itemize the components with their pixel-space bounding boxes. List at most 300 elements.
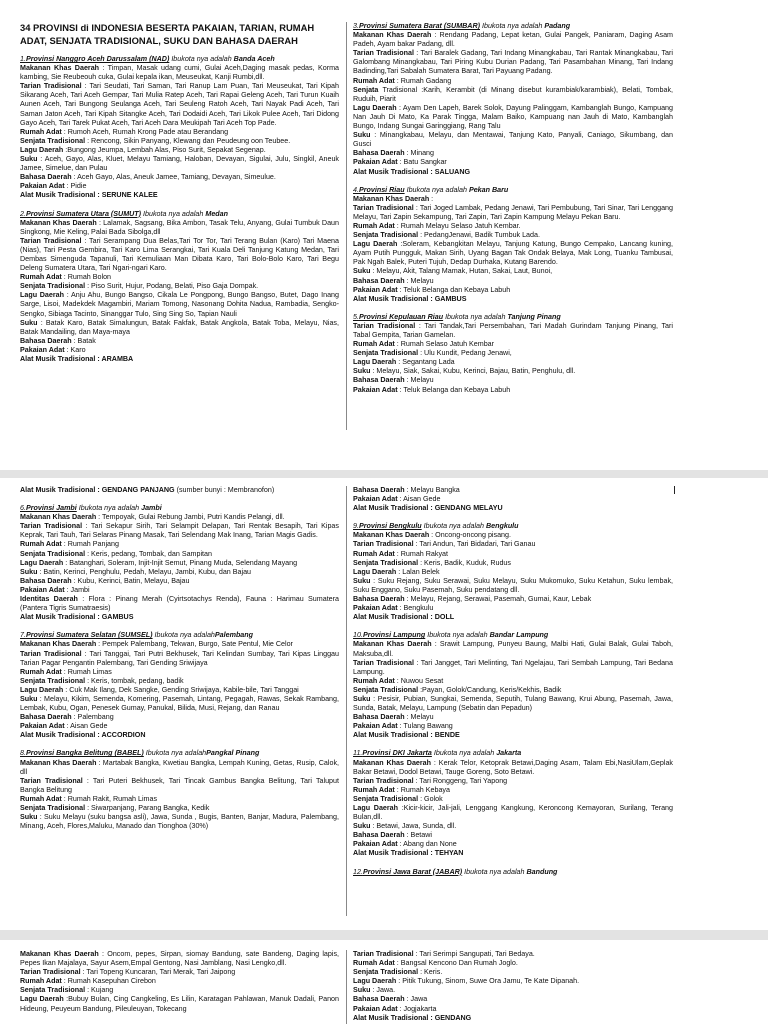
province-name: Provinsi Jambi	[25, 504, 77, 513]
field-label: Lagu Daerah	[353, 103, 397, 112]
field-value: : Suku Melayu (suku bangsa asli), Jawa, Sunda , Bugis, Banten, Banjar, Madura, Palembang, Minang, Aceh, Flores,Maluku, Manado dan Tionghoa (30%)	[20, 813, 339, 831]
field-value: : Srawit Lampung, Punyeu Baung, Malbi Hati, Gulai Balak, Gulai Taboh, Maksuba,dll.	[353, 640, 673, 658]
field-value: :Payan, Golok/Candung, Keris/Kekhis, Badik	[418, 685, 562, 694]
field-line	[353, 550, 673, 559]
field-value: : Teluk Belanga dan Kebaya Labuh	[397, 385, 511, 394]
field-value: : Rumah Limas	[61, 667, 112, 676]
field-label: Lagu Daerah	[353, 240, 398, 249]
field-label: Pakaian Adat	[353, 158, 398, 167]
field-line	[353, 168, 673, 177]
field-label: Makanan Khas Daerah	[20, 218, 97, 227]
field-value: : Martabak Bangka, Kwetiau Bangka, Lempah Kuning, Getas, Rusip, Calok, dll	[20, 758, 339, 776]
field-label: Lagu Daerah	[20, 291, 64, 300]
field-value: : Rumah Selaso Jatuh Kembar	[394, 340, 495, 349]
field-label: Tarian Tradisional	[20, 968, 81, 977]
field-line	[353, 559, 673, 568]
field-label: Makanan Khas Daerah	[20, 640, 97, 649]
field-line	[20, 995, 339, 1013]
field-line	[353, 577, 673, 595]
field-line	[353, 540, 673, 549]
field-line	[353, 358, 673, 367]
capital-name: Pangkal Pinang	[206, 749, 260, 758]
field-value: : Flora : Pinang Merah (Cyirtsotachys Renda), Fauna : Harimau Sumatera (Pantera Tigris Sumatraesis)	[20, 595, 339, 613]
field-label: Rumah Adat	[353, 76, 395, 85]
field-label: Senjata Tradisional	[353, 968, 419, 977]
field-line	[353, 686, 673, 695]
field-value: : Pitik Tukung, Sinom, Suwe Ora Jamu, Te Kate Dipanah.	[396, 977, 580, 986]
field-line	[20, 319, 339, 337]
field-label: Makanan Khas Daerah	[353, 31, 432, 40]
field-label: Makanan Khas Daerah	[20, 64, 100, 73]
field-line	[20, 191, 339, 200]
field-label: Tarian Tradisional	[20, 649, 82, 658]
province-name: Provinsi Sumatera Utara (SUMUT)	[25, 209, 142, 218]
field-line	[353, 222, 673, 231]
field-label: Bahasa Daerah	[20, 713, 72, 722]
field-label: Suku	[20, 318, 38, 327]
field-line	[20, 986, 339, 995]
field-line	[20, 813, 339, 831]
field-label: Pakaian Adat	[353, 840, 398, 849]
field-line	[353, 367, 673, 376]
province-heading	[353, 186, 673, 195]
field-line	[353, 322, 673, 340]
field-line	[20, 977, 339, 986]
province-section	[353, 522, 673, 622]
field-line	[353, 49, 673, 76]
field-line	[20, 668, 339, 677]
field-line	[353, 759, 673, 777]
field-value: : Golok	[418, 794, 443, 803]
field-value: :Bubuy Bulan, Cing Cangkeling, Es Lilin, Karatagan Pahlawan, Manuk Dadali, Panon Hideung, Peuyeum Bandung, Pileuleuyan, Tokecang	[20, 995, 339, 1013]
field-line	[20, 82, 339, 127]
field-line	[353, 731, 673, 740]
field-label: Lagu Daerah	[353, 358, 397, 367]
field-line	[20, 722, 339, 731]
field-value: : Kubu, Kerinci, Batin, Melayu, Bajau	[71, 576, 190, 585]
province-section	[353, 22, 673, 177]
field-label: Bahasa Daerah	[353, 276, 405, 285]
field-value: : Rumah Panjang	[61, 540, 119, 549]
field-value: (sumber bunyi : Membranofon)	[174, 486, 275, 494]
province-section	[353, 749, 673, 858]
field-line	[353, 804, 673, 822]
province-heading	[353, 749, 673, 758]
field-value: : Tari Tandak,Tari Persembahan, Tari Madah Gurindam Tanjung Pinang, Tari Tabal Gempita, Tarian Gamelan.	[353, 321, 673, 339]
field-value: :	[429, 194, 434, 203]
field-line	[20, 346, 339, 355]
field-value: : Melayu, Akit, Talang Mamak, Hutan, Sakai, Laut, Bunoi,	[370, 267, 553, 276]
province-heading	[353, 631, 673, 640]
field-value: : Rumah Melayu Selaso Jatuh Kembar.	[394, 221, 521, 230]
field-label: Bahasa Daerah	[353, 713, 405, 722]
province-section	[20, 749, 339, 831]
field-value: : Suku Rejang, Suku Serawai, Suku Melayu, Suku Mukomuko, Suku Ketahun, Suku lembak, Suku Enggano, Suku Pasemah, Suku pendatang dll.	[353, 576, 673, 594]
field-value: : Pempek Palembang, Tekwan, Burgo, Sate Pentul, Mie Celor	[96, 640, 293, 649]
capital-name: Medan	[205, 209, 228, 218]
field-value: : Melayu	[404, 376, 434, 385]
page3-right-column	[353, 950, 673, 1032]
field-label: Pakaian Adat	[353, 385, 398, 394]
field-line	[353, 604, 673, 613]
capital-name: Pekan Baru	[468, 185, 509, 194]
field-line	[20, 237, 339, 273]
field-line	[353, 486, 673, 495]
field-value: : Jambi	[64, 585, 90, 594]
field-label: Makanan Khas Daerah	[20, 950, 99, 958]
field-label: Senjata Tradisional	[353, 349, 419, 358]
field-line	[353, 86, 673, 104]
field-line	[353, 995, 673, 1004]
field-line	[20, 968, 339, 977]
field-value: : Tulang Bawang	[397, 722, 453, 731]
field-line	[353, 950, 673, 959]
field-label: Lagu Daerah	[353, 567, 397, 576]
document-title: 34 PROVINSI di INDONESIA BESERTA PAKAIAN, TARIAN, RUMAH ADAT, SENJATA TRADISIONAL, SUKU DAN BAHASA DAERAH	[20, 22, 315, 46]
province-number: 7.	[20, 631, 26, 640]
field-label: Senjata Tradisional	[20, 986, 86, 995]
field-line	[353, 158, 673, 167]
field-line	[20, 586, 339, 595]
field-line	[353, 104, 673, 131]
field-label: Tarian Tradisional	[353, 776, 414, 785]
capital-intro: Ibukota nya adalah	[421, 522, 486, 531]
field-value: : Tari Jangget, Tari Melinting, Tari Ngelajau, Tari Sembah Lampung, Tari Bedana Lampung.	[353, 658, 673, 676]
field-label: Alat Musik Tradisional : GENDANG	[353, 1013, 472, 1022]
field-value: : Aceh, Gayo, Alas, Kluet, Melayu Tamiang, Haloban, Devayan, Sigulai, Julu, Singkil, Aneuk Jamee, Simelue, dan Pulau	[20, 155, 339, 173]
field-label: Pakaian Adat	[353, 1004, 398, 1013]
capital-name: Jakarta	[496, 749, 522, 758]
field-value: : Minangkabau, Melayu, dan Mentawai, Tanjung Kato, Panyali, Caniago, Sikumbang, dan Gusci	[353, 131, 673, 149]
field-line	[20, 291, 339, 318]
field-label: Alat Musik Tradisional : ACCORDION	[20, 731, 146, 740]
field-line	[20, 137, 339, 146]
field-value: : Betawi	[404, 831, 432, 840]
province-section	[20, 631, 339, 740]
field-value: : Rumah Bolon	[61, 273, 112, 282]
field-line	[20, 522, 339, 540]
column-divider	[346, 22, 347, 430]
field-value: : Tari Baralek Gadang, Tari Indang Minangkabau, Tari Rantak Minangkabau, Tari Galombang Minangkabau, Tari Piring Kubu Durian Padang, Tari Pasambahan Minang, Tari Indang Badinding,Tari Sabalah Sumatera Barat, Tari Payuang Padang.	[353, 49, 673, 76]
field-value: : Tari Joged Lambak, Pedang Jenawi, Tari Pembubung, Tari Sinar, Tari Lenggang Melayu, Tari Zapin Sekampung, Tari Zapin, Tari Zapin Kampung Melayu Pekan Baru.	[353, 203, 673, 221]
field-value: : Siwarpanjang, Parang Bangka, Kedik	[85, 804, 210, 812]
field-label: Senjata Tradisional	[20, 549, 86, 558]
field-value: : Rumah Rakyat	[394, 549, 448, 558]
field-value: : Oncong-oncong pisang.	[429, 531, 511, 540]
field-value: : Jogjakarta	[397, 1004, 437, 1013]
province-heading	[20, 631, 339, 640]
capital-intro: Ibukota nya adalah	[141, 209, 206, 218]
field-line	[353, 822, 673, 831]
field-label: Tarian Tradisional	[20, 776, 83, 785]
field-line	[353, 595, 673, 604]
continued-fields	[20, 486, 339, 495]
field-label: Pakaian Adat	[353, 495, 398, 504]
field-label: Suku	[353, 694, 371, 703]
field-value: :Kicir-kicir, Jali-jali, Lenggang Kangkung, Keroncong Kemayoran, Surilang, Terang Bulan,dll.	[353, 804, 673, 822]
province-heading	[20, 55, 339, 64]
field-line	[20, 550, 339, 559]
capital-intro: Ibukota nya adalah	[443, 312, 508, 321]
field-line	[353, 495, 673, 504]
field-value: : Keris, pedang, Tombak, dan Sampitan	[85, 549, 212, 558]
field-value: : Rumah Rakit, Rumah Limas	[61, 794, 158, 803]
field-label: Suku	[20, 813, 38, 822]
field-line	[353, 231, 673, 240]
field-label: Suku	[353, 367, 371, 376]
field-line	[353, 386, 673, 395]
field-line	[353, 195, 673, 204]
field-line	[20, 337, 339, 346]
field-line	[20, 273, 339, 282]
field-value: : Anju Ahu, Bungo Bangso, Cikala Le Pongpong, Bungo Bangso, Butet, Dago Inang Sarge, Lisoi, Madekdek Magambiri, Mariam Tomong, Nasonang Dohita Nadua, Rambadia, Sengko-Sengko, Sibiaga Tacinto, Sinanggar Tulo, Sing Sing So, Tapian Nauli	[20, 291, 339, 318]
field-label: Senjata Tradisional	[20, 676, 86, 685]
field-label: Lagu Daerah	[20, 145, 64, 154]
province-number: 2.	[20, 209, 26, 218]
field-line	[353, 149, 673, 158]
field-label: Suku	[20, 567, 38, 576]
field-value: : Tari Tanggai, Tari Putri Bekhusek, Tari Kelindan Sumbay, Tari Kipas Linggau Tarian Pagar Pengantin Palembang, Tari Gending Sriwijaya	[20, 649, 339, 667]
field-line	[20, 155, 339, 173]
field-line	[20, 219, 339, 237]
field-line	[353, 777, 673, 786]
field-value: : Aceh Gayo, Alas, Aneuk Jamee, Tamiang, Devayan, Simeulue.	[71, 173, 276, 182]
field-line	[20, 182, 339, 191]
field-line	[20, 804, 339, 813]
field-line	[20, 513, 339, 522]
field-value: : Ayam Den Lapeh, Barek Solok, Dayung Palinggam, Kambanglah Bungo, Kampuang Nan Jauh Di Mato, Ka Parak Tingga, Malam Baiko, Kampuang nan Jauh di Mato, Kambanglah Bungo, Indang Sungai Garinggiang, Rang Talu	[353, 103, 673, 131]
page1-left-column	[20, 22, 339, 373]
field-label: Senjata Tradisional	[353, 231, 419, 240]
field-label: Lagu Daerah	[353, 804, 398, 812]
province-name: Provinsi Jawa Barat (JABAR)	[362, 867, 463, 876]
field-line	[20, 713, 339, 722]
field-line	[20, 568, 339, 577]
field-label: Rumah Adat	[20, 977, 62, 986]
capital-name: Bandar Lampung	[489, 631, 549, 640]
capital-name: Padang	[544, 22, 571, 30]
field-line	[353, 204, 673, 222]
field-line	[353, 295, 673, 304]
province-name: Provinsi Bengkulu	[358, 522, 422, 531]
province-number: 10.	[353, 631, 363, 640]
field-value: : Nuwou Sesat	[394, 676, 444, 685]
field-value: : Tari Andun, Tari Bidadari, Tari Ganau	[413, 540, 536, 549]
field-line	[353, 340, 673, 349]
field-label: Lagu Daerah	[353, 977, 397, 986]
field-value: : Lalamak, Sagsang, Bika Ambon, Tasak Telu, Anyang, Gulai Tumbuk Daun Singkong, Mie Keling, Palai Bada Sibolga,dll	[20, 218, 339, 236]
field-line	[353, 640, 673, 658]
field-line	[20, 695, 339, 713]
province-heading	[20, 749, 339, 758]
field-label: Senjata	[353, 85, 379, 94]
province-section	[353, 631, 673, 740]
capital-name: Jambi	[141, 504, 162, 513]
capital-intro: Ibukota nya adalah	[425, 631, 490, 640]
field-label: Tarian Tradisional	[353, 203, 414, 212]
field-value: : Rumoh Aceh, Rumah Krong Pade atau Berandang	[61, 127, 229, 136]
field-label: Alat Musik Tradisional : GENDANG MELAYU	[353, 504, 503, 513]
field-label: Alat Musik Tradisional : GAMBUS	[353, 294, 467, 303]
field-label: Rumah Adat	[20, 273, 62, 282]
field-value: : Batak	[71, 336, 96, 345]
field-value: :Bungong Jeumpa, Lembah Alas, Piso Surit, Sepakat Segenap.	[63, 145, 266, 154]
page-gap	[0, 470, 768, 478]
province-heading	[353, 868, 673, 877]
field-label: Suku	[20, 155, 38, 164]
field-line	[353, 531, 673, 540]
page2-right-column	[353, 486, 673, 886]
field-line	[20, 486, 339, 495]
field-line	[20, 731, 339, 740]
field-label: Rumah Adat	[20, 540, 62, 549]
field-label: Senjata Tradisional	[353, 794, 419, 803]
field-label: Tarian Tradisional	[353, 49, 414, 58]
field-line	[353, 840, 673, 849]
province-section	[353, 313, 673, 395]
field-line	[353, 713, 673, 722]
field-line	[20, 677, 339, 686]
capital-name: Bandung	[526, 867, 558, 876]
province-name: Provinsi Kepulauan Riau	[358, 312, 444, 321]
field-line	[20, 559, 339, 568]
province-name: Provinsi Riau	[358, 185, 405, 194]
field-value: : Tempoyak, Gulai Rebung Jambi, Putri Kandis Pelangi, dll.	[96, 513, 285, 522]
field-value: : Kerak Telor, Ketoprak Betawi,Daging Asam, Talam Ebi,NasiUlam,Geplak Bakar Betawi, Dodol Betawi, Tauge Goreng, Soto Betawi.	[353, 758, 673, 776]
field-value: : Kujang	[85, 986, 114, 995]
field-label: Rumah Adat	[20, 794, 62, 803]
field-value: : Melayu	[404, 713, 434, 722]
field-line	[353, 613, 673, 622]
province-number: 1.	[20, 55, 26, 63]
field-line	[353, 31, 673, 49]
field-label: Pakaian Adat	[20, 722, 65, 731]
capital-intro: Ibukota nya adalah	[143, 749, 207, 758]
field-value: : Keris.	[418, 968, 443, 977]
field-value: : Minang	[404, 149, 434, 158]
field-line	[20, 950, 339, 968]
province-name: Provinsi Bangka Belitung (BABEL)	[25, 749, 144, 758]
province-heading	[353, 313, 673, 322]
field-value: : Rumah Kebaya	[394, 785, 450, 794]
field-label: Senjata Tradisional	[20, 282, 86, 291]
field-value: : Pesisir, Pubian, Sungkai, Semenda, Seputih, Tulang Bawang, Krui Abung, Pasemah, Jawa, Sunda, Batak, Melayu, Lampung (Sebatin dan Pepadun)	[353, 694, 673, 713]
province-name: Provinsi Sumatera Selatan (SUMSEL)	[25, 631, 153, 640]
field-value: : Bengkulu	[397, 604, 434, 613]
field-value: : Tari Puteri Bekhusek, Tari Tincak Gambus Bangka Belitung, Tari Taluput Bangka Belitung	[20, 776, 339, 794]
field-value: : Karo	[64, 345, 86, 354]
field-value: : Aisan Gede	[64, 722, 108, 731]
column-divider	[346, 486, 347, 916]
field-line	[353, 977, 673, 986]
field-label: Makanan Khas Daerah	[353, 758, 432, 767]
field-line	[353, 267, 673, 276]
field-value: : Melayu	[404, 276, 434, 285]
field-line	[353, 786, 673, 795]
field-value: : Lalan Belek	[396, 567, 440, 576]
field-label: Suku	[20, 694, 38, 703]
field-label: Senjata Tradisional	[353, 558, 419, 567]
field-label: Suku	[353, 822, 371, 831]
field-label: Pakaian Adat	[353, 285, 398, 294]
field-value: : Tari Topeng Kuncaran, Tari Merak, Tari Jaipong	[80, 968, 236, 977]
province-section	[20, 504, 339, 622]
field-label: Makanan Khas Daerah	[353, 194, 430, 203]
field-line	[20, 650, 339, 668]
field-line	[20, 686, 339, 695]
field-value: : Batu Sangkar	[397, 158, 447, 167]
field-value: : Betawi, Jawa, Sunda, dll.	[370, 822, 457, 831]
field-label: Alat Musik Tradisional : TEHYAN	[353, 849, 464, 858]
field-value: : Bangsal Kencono Dan Rumah Joglo.	[394, 959, 518, 968]
province-heading	[20, 504, 339, 513]
province-name: Provinsi Nanggro Aceh Darussalam (NAD)	[25, 55, 170, 63]
field-line	[20, 64, 339, 82]
text-cursor	[674, 486, 675, 494]
province-number: 12.	[353, 867, 363, 876]
field-value: : PedangJenawi, Badik Tumbuk Lada.	[418, 231, 540, 240]
field-label: Pakaian Adat	[353, 722, 398, 731]
field-label: Alat Musik Tradisional : BENDE	[353, 731, 460, 740]
field-line	[353, 376, 673, 385]
field-label: Alat Musik Tradisional : GENDANG PANJANG	[20, 486, 175, 494]
field-line	[353, 77, 673, 86]
continued-fields	[353, 486, 673, 513]
field-line	[353, 1014, 673, 1023]
capital-intro: Ibukota nya adalah	[404, 185, 469, 194]
field-value: : Tari Ronggeng, Tari Yapong	[413, 776, 508, 785]
field-label: Suku	[353, 576, 371, 585]
page2-left-column	[20, 486, 339, 840]
continued-fields	[353, 950, 673, 1023]
field-label: Senjata Tradisional	[20, 136, 86, 145]
field-label: Rumah Adat	[353, 785, 395, 794]
field-line	[20, 759, 339, 777]
field-value: : Tari Seudati, Tari Saman, Tari Ranup Lam Puan, Tari Meuseukat, Tari Kipah Sikarang Aceh, Tari Aceh Gempar, Tari Mulia Ratep Aceh, Tari Rapai Geleng Aceh, Tari Turun Kuaih Aunen Aceh, Tari Bungong Seulanga Aceh, Tari Seuleng Ratoh Aceh, Tari Nayak Padi Aceh, Tari Saman Jaton Aceh, Tari Kipah Sitangke Aceh, Tari Dodaidi Aceh, Tari Likok Pulee Aceh, Tari Didong Gayo Aceh, Tari Tarek Pukat Aceh, Tari Aceh Dara Meukipah Tari Aceh Top Pade.	[20, 82, 339, 127]
field-label: Identitas Daerah	[20, 595, 78, 604]
field-label: Suku	[353, 986, 371, 995]
province-name: Provinsi Sumatera Barat (SUMBAR)	[358, 22, 480, 30]
field-label: Tarian Tradisional	[353, 950, 414, 958]
field-value: : Jawa.	[370, 986, 396, 995]
field-label: Rumah Adat	[353, 340, 395, 349]
field-line	[20, 595, 339, 613]
field-label: Lagu Daerah	[20, 685, 64, 694]
field-line	[20, 640, 339, 649]
province-section	[353, 868, 673, 877]
field-value: : Pidie	[64, 182, 87, 191]
field-line	[353, 286, 673, 295]
field-label: Senjata Tradisional	[20, 804, 86, 812]
field-label: Makanan Khas Daerah	[20, 513, 97, 522]
capital-intro: Ibukota nya adalah	[431, 749, 497, 758]
field-value: : Abang dan None	[397, 840, 457, 849]
province-number: 11.	[353, 749, 363, 758]
field-value: : Jawa	[404, 995, 428, 1004]
field-value: : Rumah Gadang	[394, 76, 452, 85]
field-value: : Rumah Kasepuhan Cirebon	[61, 977, 156, 986]
field-label: Bahasa Daerah	[20, 336, 72, 345]
column-divider	[346, 950, 347, 1024]
field-label: Tarian Tradisional	[20, 82, 82, 91]
province-number: 4.	[353, 185, 359, 194]
field-line	[20, 613, 339, 622]
field-line	[353, 722, 673, 731]
field-line	[353, 968, 673, 977]
field-line	[353, 240, 673, 267]
field-label: Alat Musik Tradisional : SERUNE KALEE	[20, 191, 158, 200]
field-value: : Batanghari, Soleram, Injit-Injit Semut, Pinang Muda, Selendang Mayang	[63, 558, 298, 567]
